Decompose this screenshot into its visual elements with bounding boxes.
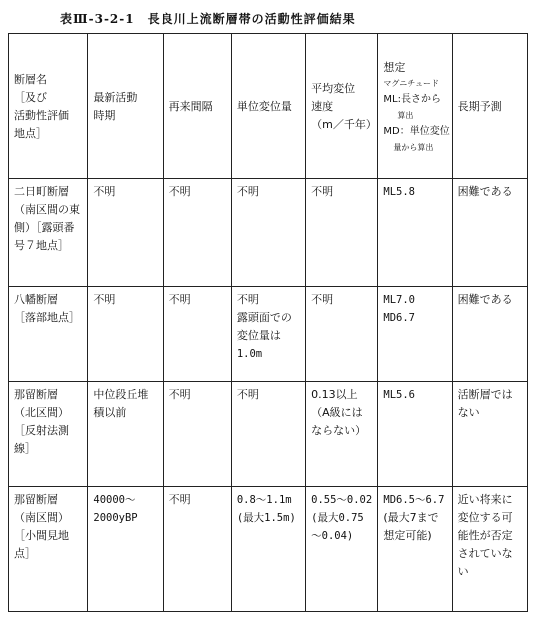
header-row xyxy=(9,34,528,179)
cell-long-term-outlook: 困難である xyxy=(452,179,527,287)
header-recurrence: 再来間隔 xyxy=(163,34,231,179)
header-magnitude: 想定 マグニチュード ML:長さから 算出 MD：単位変位 量から算出 xyxy=(378,34,452,179)
cell-latest-activity: 中位段丘堆 積以前 xyxy=(88,382,163,487)
cell-latest-activity: 不明 xyxy=(88,287,163,382)
header-slip-rate: 平均変位 速度 （m／千年） xyxy=(306,34,378,179)
cell-long-term-outlook: 困難である xyxy=(452,287,527,382)
cell-displacement: 不明 xyxy=(231,179,305,287)
cell-long-term-outlook: 活断層では ない xyxy=(452,382,527,487)
header-latest-activity: 最新活動 時期 xyxy=(88,34,163,179)
fault-evaluation-table xyxy=(8,33,528,612)
cell-magnitude: ML5.8 xyxy=(378,179,452,287)
table-row xyxy=(9,382,528,487)
cell-long-term-outlook: 近い将来に 変位する可 能性が否定 されていな い xyxy=(452,487,527,612)
header-long-term-outlook: 長期予測 xyxy=(452,34,527,179)
cell-fault-name: 那留断層 （北区間） ［反射法測 線］ xyxy=(9,382,88,487)
cell-magnitude: MD6.5～6.7 (最大7まで 想定可能) xyxy=(378,487,452,612)
cell-displacement: 0.8～1.1m (最大1.5m) xyxy=(231,487,305,612)
cell-recurrence: 不明 xyxy=(163,382,231,487)
cell-displacement: 不明 露頭面での 変位量は 1.0m xyxy=(231,287,305,382)
cell-slip-rate: 不明 xyxy=(306,287,378,382)
cell-slip-rate: 不明 xyxy=(306,179,378,287)
table-row xyxy=(9,487,528,612)
cell-recurrence: 不明 xyxy=(163,287,231,382)
table-row xyxy=(9,179,528,287)
cell-fault-name: 二日町断層 （南区間の東 側）［露頭番 号７地点］ xyxy=(9,179,88,287)
cell-latest-activity: 40000～ 2000yBP xyxy=(88,487,163,612)
cell-recurrence: 不明 xyxy=(163,179,231,287)
header-displacement: 単位変位量 xyxy=(231,34,305,179)
cell-slip-rate: 0.55～0.02 (最大0.75 ～0.04) xyxy=(306,487,378,612)
cell-slip-rate: 0.13以上 （A級には ならない） xyxy=(306,382,378,487)
cell-recurrence: 不明 xyxy=(163,487,231,612)
cell-magnitude: ML5.6 xyxy=(378,382,452,487)
cell-fault-name: 八幡断層 ［落部地点］ xyxy=(9,287,88,382)
cell-latest-activity: 不明 xyxy=(88,179,163,287)
cell-displacement: 不明 xyxy=(231,382,305,487)
header-fault-name: 断層名 ［及び 活動性評価 地点］ xyxy=(9,34,88,179)
table-title: 表Ⅲ-3-2-1 長良川上流断層帯の活動性評価結果 xyxy=(60,12,356,26)
cell-fault-name: 那留断層 （南区間） ［小間見地 点］ xyxy=(9,487,88,612)
cell-magnitude: ML7.0 MD6.7 xyxy=(378,287,452,382)
table-row xyxy=(9,287,528,382)
